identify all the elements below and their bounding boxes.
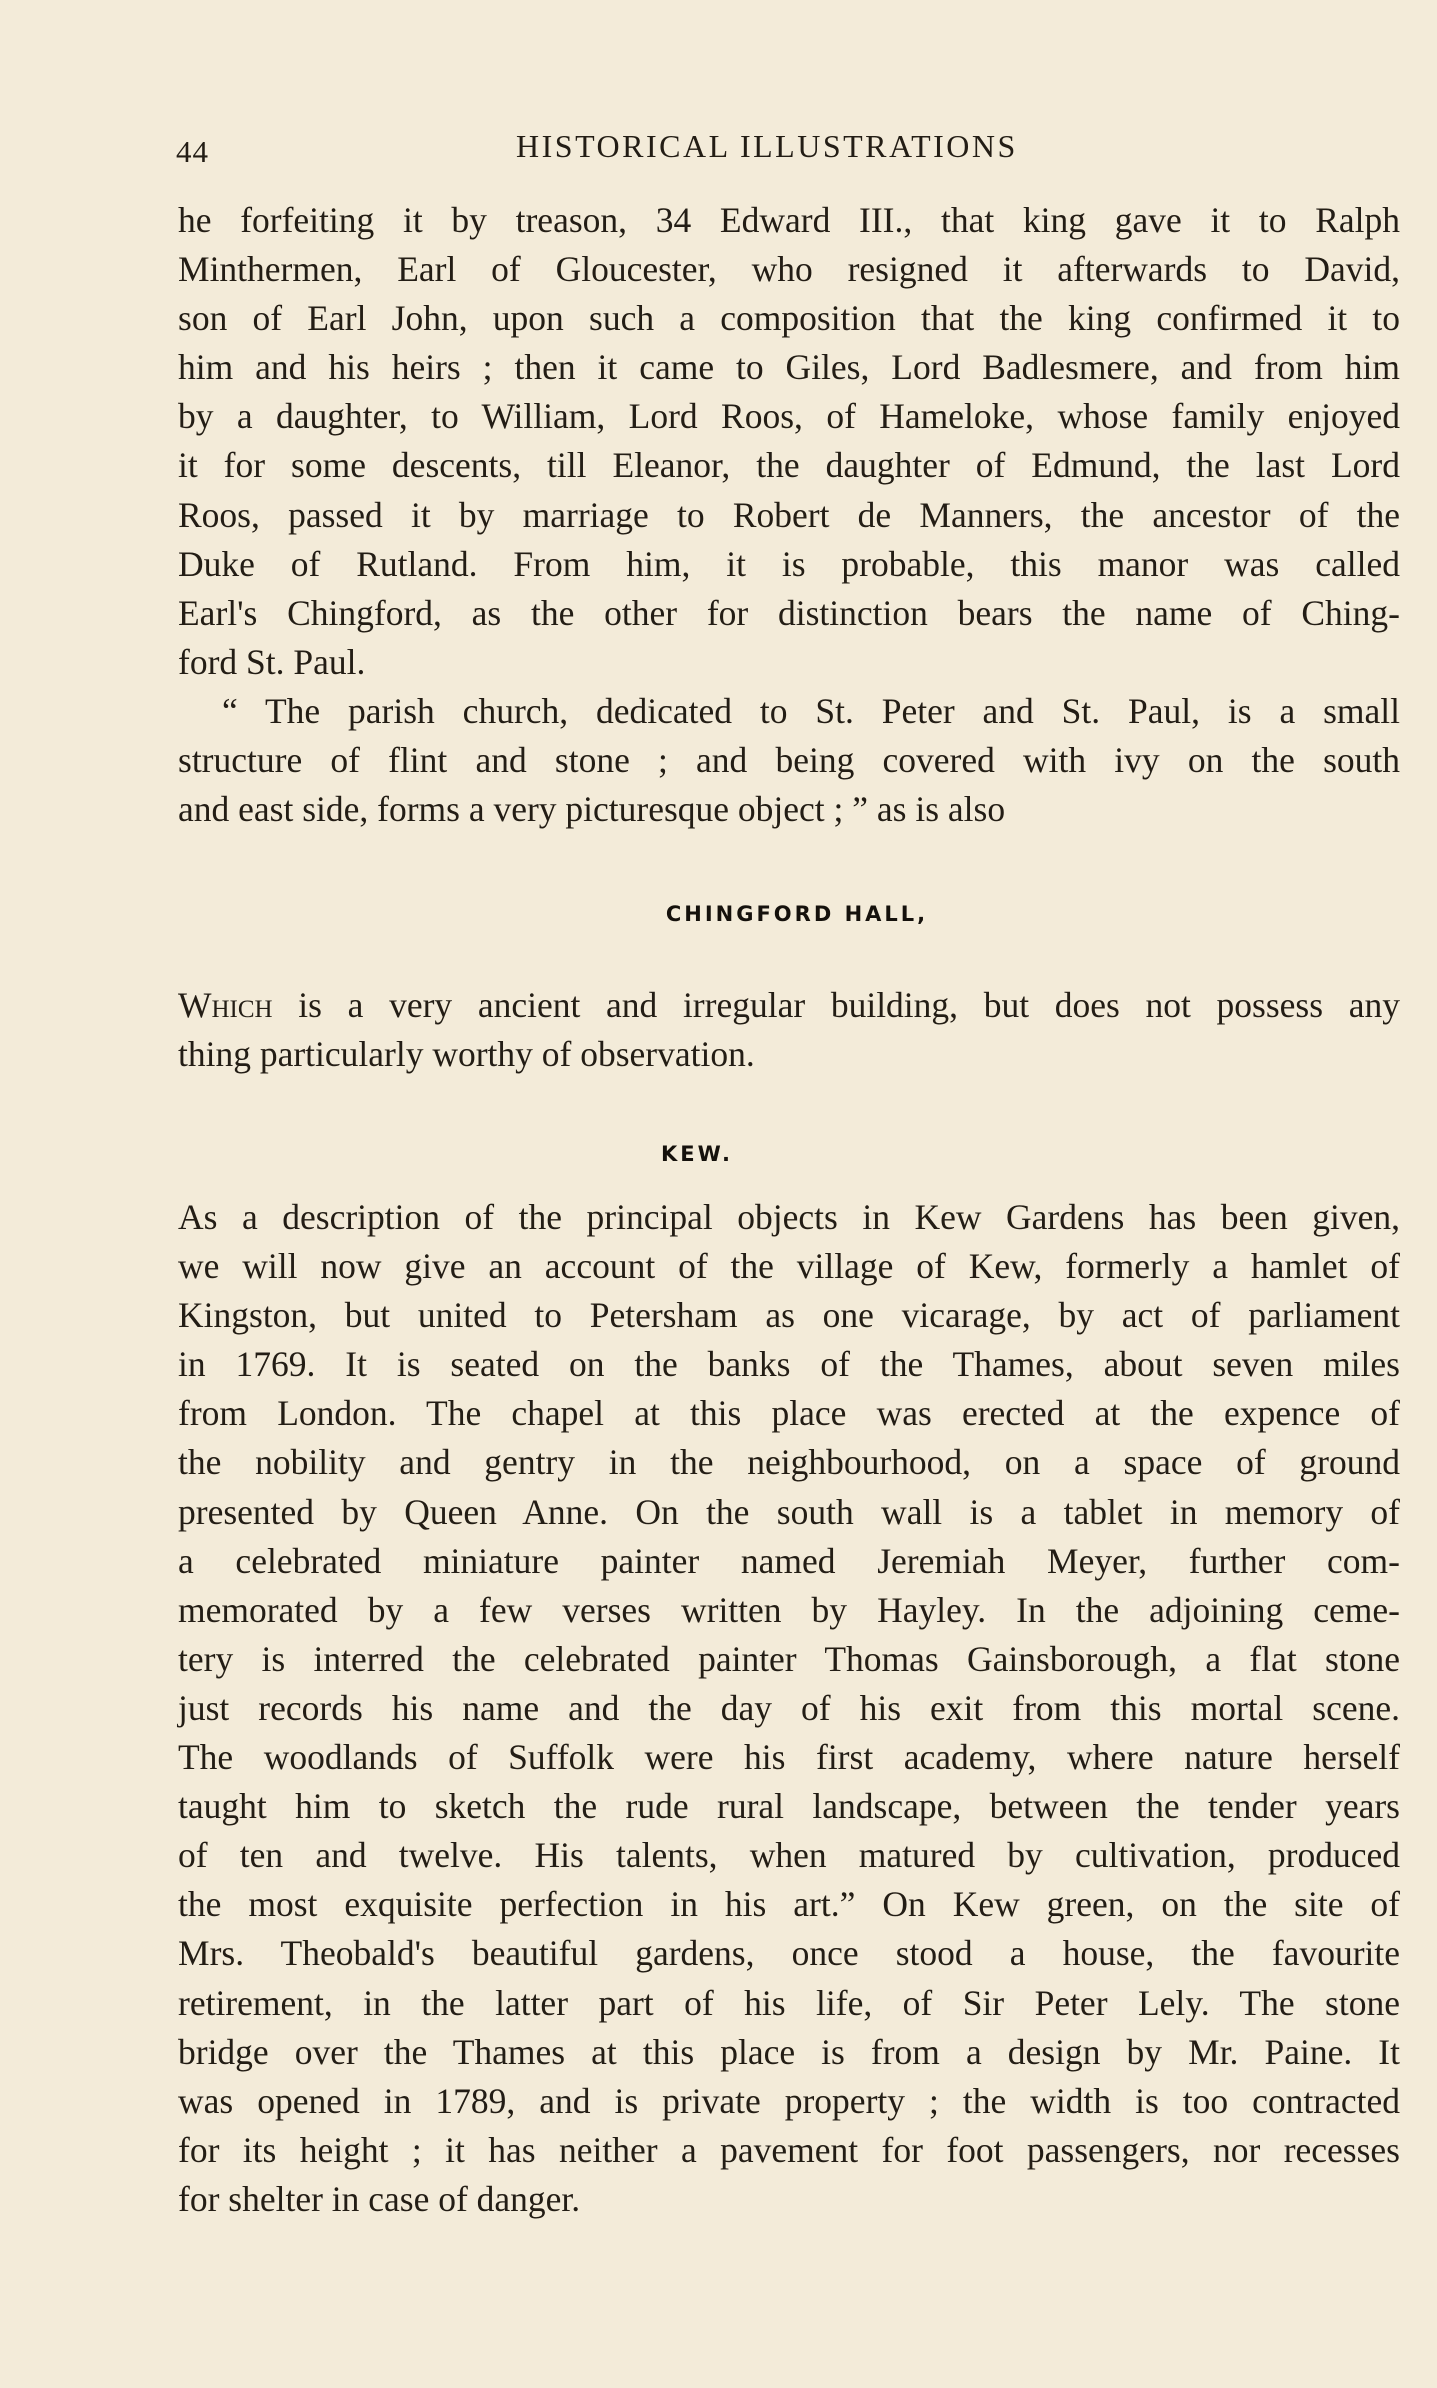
page-header xyxy=(176,128,1396,178)
section-heading-kew: KEW. xyxy=(660,1142,734,1166)
text-line: Kingston, but united to Petersham as one vicarage, by act of parliament xyxy=(178,1295,1400,1336)
text-line: tery is interred the celebrated painter Thomas Gainsborough, a flat stone xyxy=(178,1638,1400,1679)
text-line: for its height ; it has neither a pavement for foot passengers, nor recesses xyxy=(178,2129,1400,2170)
text-line: Roos, passed it by marriage to Robert de Manners, the ancestor of the xyxy=(178,494,1400,535)
text-line: by a daughter, to William, Lord Roos, of Hameloke, whose family enjoyed xyxy=(178,396,1400,437)
text-line: Duke of Rutland. From him, it is probable, this manor was called xyxy=(178,543,1400,584)
text-fragment: is a very ancient and irregular building, but does not possess any xyxy=(272,985,1400,1025)
text-line: from London. The chapel at this place was erected at the expence of xyxy=(178,1393,1400,1434)
text-line: As a description of the principal objects in Kew Gardens has been given, xyxy=(178,1197,1400,1237)
text-line: Earl's Chingford, as the other for distinction bears the name of Ching- xyxy=(178,592,1400,633)
text-line: retirement, in the latter part of his life, of Sir Peter Lely. The stone xyxy=(178,1982,1400,2023)
paragraph-kew xyxy=(178,1193,1400,2224)
paragraph-earls-chingford xyxy=(178,196,1400,834)
text-line: “ The parish church, dedicated to St. Peter and St. Paul, is a small xyxy=(222,690,1400,731)
text-line: the nobility and gentry in the neighbourhood, on a space of ground xyxy=(178,1442,1400,1483)
text-line: he forfeiting it by treason, 34 Edward III., that king gave it to Ralph xyxy=(178,200,1400,240)
text-line: in 1769. It is seated on the banks of the Thames, about seven miles xyxy=(178,1344,1400,1385)
text-line: a celebrated miniature painter named Jeremiah Meyer, further com- xyxy=(178,1540,1400,1581)
text-line: presented by Queen Anne. On the south wall is a tablet in memory of xyxy=(178,1491,1400,1532)
text-line: Minthermen, Earl of Gloucester, who resigned it afterwards to David, xyxy=(178,249,1400,290)
text-line: it for some descents, till Eleanor, the daughter of Edmund, the last Lord xyxy=(178,445,1400,486)
section-heading-chingford-hall: CHINGFORD HALL, xyxy=(665,902,929,926)
text-line: we will now give an account of the village of Kew, formerly a hamlet of xyxy=(178,1246,1400,1287)
text-line: thing particularly worthy of observation. xyxy=(178,1034,755,1075)
text-line: son of Earl John, upon such a composition that the king confirmed it to xyxy=(178,298,1400,339)
drop-word: Which xyxy=(178,985,273,1025)
text-line: memorated by a few verses written by Hayley. In the adjoining ceme- xyxy=(178,1589,1400,1630)
text-line: and east side, forms a very picturesque object ; ” as is also xyxy=(178,789,1006,830)
text-line xyxy=(178,981,1400,1030)
paragraph-chingford-hall xyxy=(178,981,1400,1079)
text-line: ford St. Paul. xyxy=(178,641,366,682)
text-line: Mrs. Theobald's beautiful gardens, once stood a house, the favourite xyxy=(178,1933,1400,1974)
text-line: structure of flint and stone ; and being covered with ivy on the south xyxy=(178,740,1400,781)
text-line: bridge over the Thames at this place is from a design by Mr. Paine. It xyxy=(178,2031,1400,2072)
text-line: The woodlands of Suffolk were his first academy, where nature herself xyxy=(178,1737,1400,1778)
running-head: HISTORICAL ILLUSTRATIONS xyxy=(516,128,1018,164)
text-line: was opened in 1789, and is private property ; the width is too contracted xyxy=(178,2080,1400,2121)
text-line: just records his name and the day of his exit from this mortal scene. xyxy=(178,1687,1400,1728)
text-line: the most exquisite perfection in his art.” On Kew green, on the site of xyxy=(178,1884,1400,1925)
page-number: 44 xyxy=(176,134,209,169)
text-line: for shelter in case of danger. xyxy=(178,2178,581,2219)
text-line: him and his heirs ; then it came to Giles, Lord Badlesmere, and from him xyxy=(178,347,1400,388)
text-line: of ten and twelve. His talents, when matured by cultivation, produced xyxy=(178,1835,1400,1876)
text-line: taught him to sketch the rude rural landscape, between the tender years xyxy=(178,1786,1400,1827)
